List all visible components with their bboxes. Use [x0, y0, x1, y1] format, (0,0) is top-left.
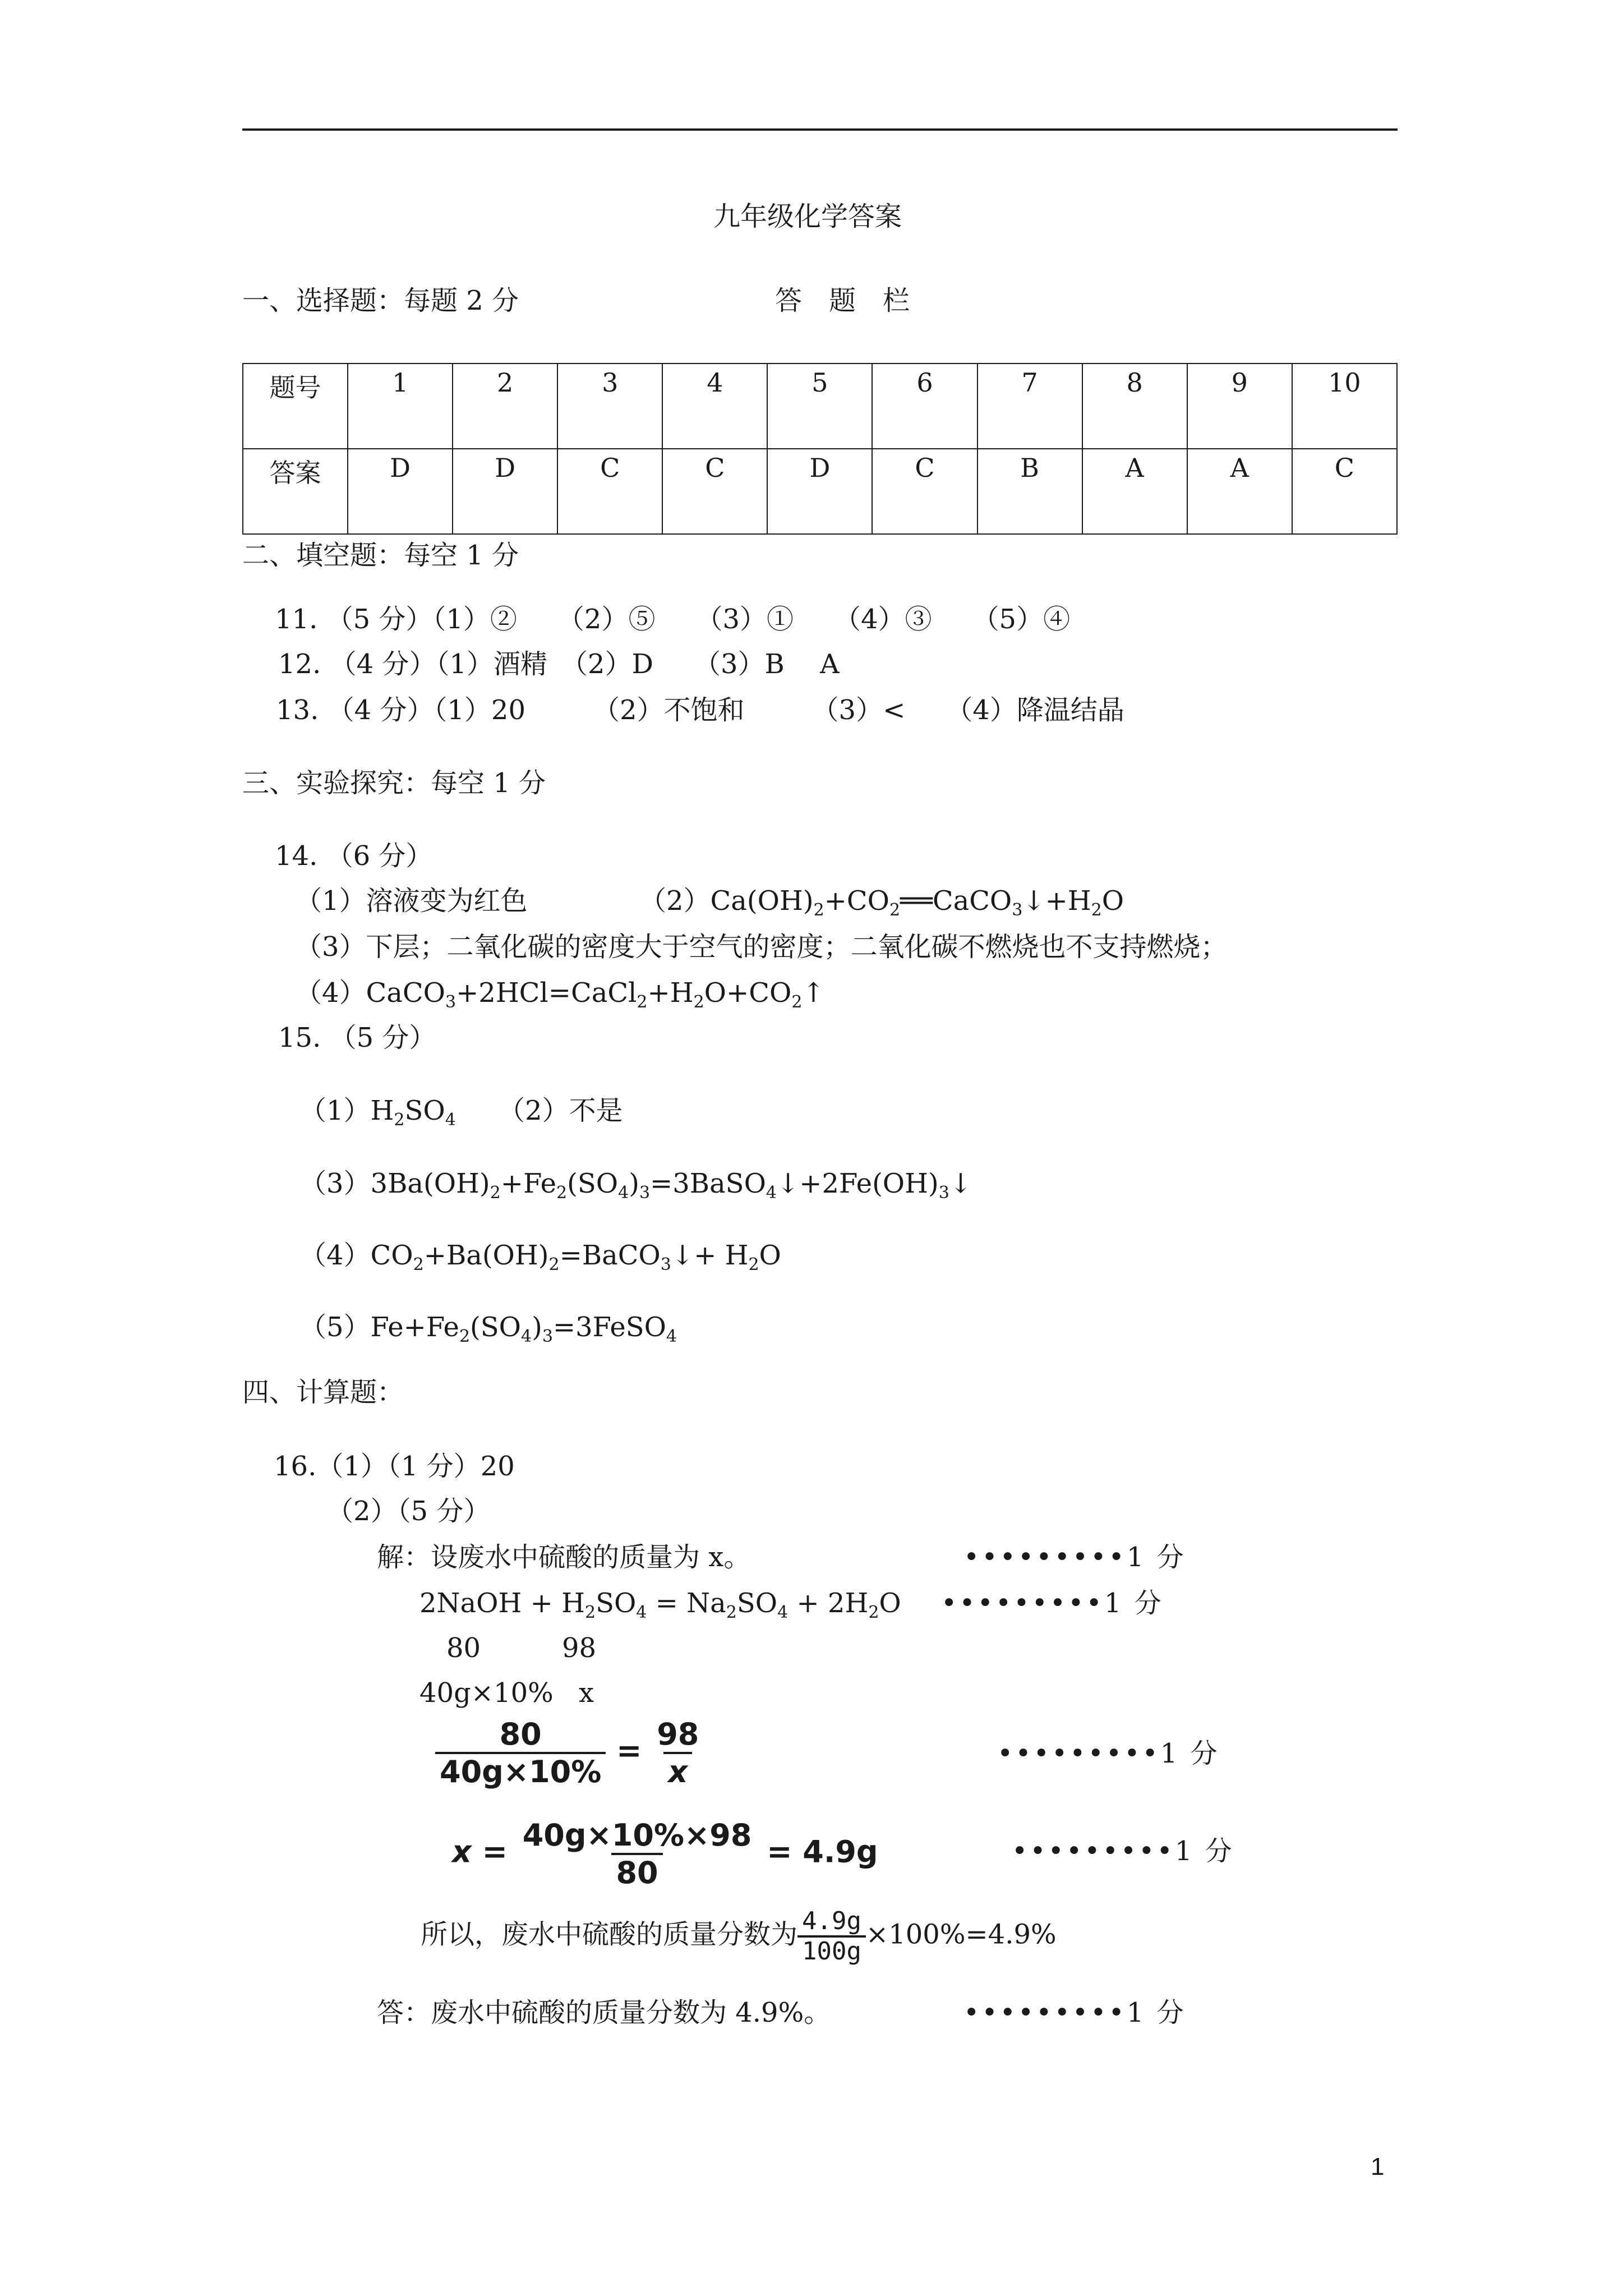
fraction-denominator: 80	[611, 1853, 662, 1890]
fraction-numerator: 40g×10%×98	[522, 1818, 752, 1853]
q16-1: 16.（1）（1 分）20	[274, 1451, 515, 1482]
score-marker: •••••••••1 分	[997, 1738, 1220, 1769]
table-cell: C	[662, 449, 767, 534]
header-rule	[242, 128, 1398, 131]
table-cell: C	[1292, 449, 1397, 534]
mass-fraction-suffix: ×100%=4.9%	[865, 1918, 1057, 1950]
table-row	[243, 449, 1397, 534]
table-header-cell: 答案	[243, 449, 348, 534]
table-cell: 5	[767, 364, 872, 449]
proportion-equation	[435, 1717, 703, 1789]
score-marker: •••••••••1 分	[1012, 1835, 1234, 1867]
q11-answer: 11. （5 分）（1）② （2）⑤ （3）① （4）③ （5）④	[275, 604, 1071, 635]
table-cell: B	[978, 449, 1082, 534]
fraction-numerator: 80	[499, 1717, 542, 1752]
section4-heading: 四、计算题：	[242, 1377, 404, 1408]
fraction-left	[435, 1717, 606, 1789]
equals-sign: =	[616, 1733, 642, 1769]
table-cell: 10	[1292, 364, 1397, 449]
q15-5-prefix: （5）Fe+Fe	[299, 1312, 459, 1343]
unknown-mass: x	[579, 1677, 594, 1709]
fraction-denominator: x	[663, 1752, 692, 1789]
x-result: = 4.9g	[767, 1834, 878, 1870]
q14-3: （3）下层；二氧化碳的密度大于空气的密度；二氧化碳不燃烧也不支持燃烧；	[295, 931, 1228, 963]
q15-4-equation: $(4)CO_2+Ba(OH)_2=BaCO_3↓+ H_2O$	[299, 1240, 781, 1274]
answer-table	[242, 363, 1398, 535]
q15-3-prefix: （3）3Ba(OH)	[299, 1168, 490, 1199]
fraction-numerator: 98	[657, 1717, 699, 1752]
given-mass: 40g×10%	[419, 1677, 554, 1709]
q15-3-equation: $(3)3Ba(OH)_2+Fe_2(SO_4)_3=3BaSO_4↓+2Fe(OH)_3↓$	[299, 1168, 972, 1203]
molar-mass-h2so4: 98	[562, 1632, 597, 1664]
table-cell: 9	[1187, 364, 1292, 449]
q15-4-prefix: （4）CO	[299, 1240, 413, 1271]
mass-fraction-line	[421, 1907, 1057, 1966]
q16-2: （2）（5 分）	[326, 1496, 491, 1527]
table-cell: 2	[453, 364, 557, 449]
mass-fraction-prefix: 所以，废水中硫酸的质量分数为	[421, 1918, 798, 1950]
table-cell: C	[872, 449, 977, 534]
q13-answer: 13. （4 分）（1）20 （2）不饱和 （3）< （4）降温结晶	[276, 694, 1124, 726]
table-row	[243, 364, 1397, 449]
x-fraction	[518, 1818, 757, 1890]
q14-title: 14. （6 分）	[275, 840, 433, 872]
score-marker: •••••••••1 分	[963, 1997, 1186, 2028]
q14-2-equation: $(2)Ca(OH)_2+CO_2══CaCO_3↓+H_2O$	[639, 885, 1124, 920]
final-answer: 答：废水中硫酸的质量分数为 4.9%。	[377, 1997, 831, 2028]
section2-heading: 二、填空题：每空 1 分	[242, 540, 519, 571]
q15-1-formula: $(1)H_2SO_4$	[299, 1095, 456, 1130]
fraction-denominator: 40g×10%	[435, 1752, 606, 1789]
table-header-cell: 题号	[243, 364, 348, 449]
q15-title: 15. （5 分）	[278, 1022, 436, 1053]
table-cell: C	[557, 449, 662, 534]
page-title: 九年级化学答案	[713, 201, 902, 232]
q12-answer: 12. （4 分）（1）酒精 （2）D （3）B A	[278, 648, 840, 680]
fraction-right	[652, 1717, 703, 1789]
solution-setup: 解：设废水中硫酸的质量为 x。	[377, 1542, 751, 1573]
reaction-prefix: 2NaOH + H	[419, 1588, 585, 1619]
score-marker: •••••••••1 分	[941, 1588, 1164, 1619]
page-number: 1	[1371, 2153, 1385, 2180]
fraction-denominator: 100g	[797, 1935, 866, 1966]
table-cell: 1	[348, 364, 453, 449]
table-cell: A	[1082, 449, 1187, 534]
table-cell: D	[453, 449, 557, 534]
reaction-equation: 2NaOH + $H_2SO_4 = Na_2SO_4 + 2H_2O$	[419, 1588, 901, 1622]
table-cell: 6	[872, 364, 977, 449]
q14-1: （1）溶液变为红色	[295, 885, 528, 917]
q15-5-equation: $(5)Fe+Fe_2(SO_4)_3=3FeSO_4$	[299, 1312, 677, 1346]
score-marker: •••••••••1 分	[963, 1542, 1186, 1573]
fraction-numerator: 4.9g	[802, 1907, 861, 1935]
table-cell: 8	[1082, 364, 1187, 449]
molar-mass-naoh: 80	[446, 1632, 481, 1664]
q14-4-equation: $(4)CaCO_3+2HCl=CaCl_2+H_2O+CO_2↑$	[295, 977, 825, 1012]
table-cell: A	[1187, 449, 1292, 534]
q15-1-prefix: （1）H	[299, 1095, 394, 1126]
table-cell: 7	[978, 364, 1082, 449]
x-lhs: x =	[452, 1834, 508, 1870]
mass-fraction	[797, 1907, 866, 1966]
table-cell: 3	[557, 364, 662, 449]
q15-2: （2）不是	[498, 1095, 623, 1126]
table-cell: D	[767, 449, 872, 534]
q14-2-prefix: （2）Ca(OH)	[639, 885, 814, 917]
section1-heading: 一、选择题：每题 2 分	[242, 285, 519, 316]
q14-4-prefix: （4）CaCO	[295, 977, 445, 1009]
table-cell: 4	[662, 364, 767, 449]
section3-heading: 三、实验探究：每空 1 分	[242, 767, 546, 799]
answer-sheet-title: 答 题 栏	[775, 285, 910, 316]
x-calculation	[452, 1818, 878, 1890]
table-cell: D	[348, 449, 453, 534]
